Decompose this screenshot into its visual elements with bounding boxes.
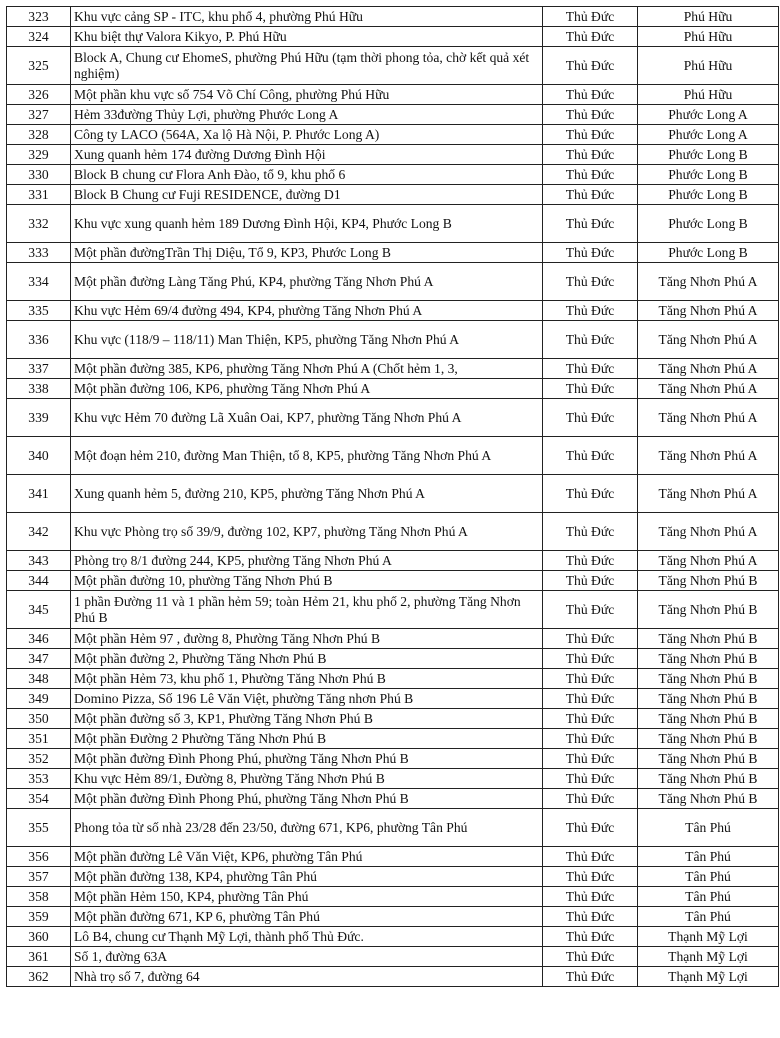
district-cell: Thủ Đức	[543, 729, 638, 749]
location-cell: Một phần đường 385, KP6, phường Tăng Nhơn Phú A (Chốt hẻm 1, 3,	[71, 359, 543, 379]
ward-cell: Tăng Nhơn Phú A	[638, 513, 779, 551]
ward-cell: Tăng Nhơn Phú A	[638, 399, 779, 437]
district-cell: Thủ Đức	[543, 749, 638, 769]
district-cell: Thủ Đức	[543, 379, 638, 399]
row-number: 361	[7, 947, 71, 967]
ward-cell: Tân Phú	[638, 907, 779, 927]
row-number: 323	[7, 7, 71, 27]
ward-cell: Tăng Nhơn Phú B	[638, 669, 779, 689]
location-cell: Hẻm 33đường Thủy Lợi, phường Phước Long A	[71, 105, 543, 125]
location-cell: Một phần Hẻm 150, KP4, phường Tân Phú	[71, 887, 543, 907]
location-cell: Phong tỏa từ số nhà 23/28 đến 23/50, đường 671, KP6, phường Tân Phú	[71, 809, 543, 847]
table-row	[7, 669, 779, 689]
location-cell: Nhà trọ số 7, đường 64	[71, 967, 543, 987]
table-row	[7, 379, 779, 399]
ward-cell: Tăng Nhơn Phú B	[638, 629, 779, 649]
ward-cell: Phước Long B	[638, 205, 779, 243]
location-cell: Khu vực Phòng trọ số 39/9, đường 102, KP7, phường Tăng Nhơn Phú A	[71, 513, 543, 551]
table-row	[7, 205, 779, 243]
district-cell: Thủ Đức	[543, 399, 638, 437]
row-number: 352	[7, 749, 71, 769]
table-row	[7, 263, 779, 301]
row-number: 337	[7, 359, 71, 379]
district-cell: Thủ Đức	[543, 867, 638, 887]
location-cell: Một phần đường Đình Phong Phú, phường Tăng Nhơn Phú B	[71, 749, 543, 769]
ward-cell: Phước Long A	[638, 105, 779, 125]
ward-cell: Thạnh Mỹ Lợi	[638, 947, 779, 967]
district-cell: Thủ Đức	[543, 591, 638, 629]
ward-cell: Tăng Nhơn Phú A	[638, 359, 779, 379]
table-row	[7, 947, 779, 967]
district-cell: Thủ Đức	[543, 85, 638, 105]
table-row	[7, 551, 779, 571]
table-row	[7, 907, 779, 927]
location-cell: Khu vực Hẻm 70 đường Lã Xuân Oai, KP7, phường Tăng Nhơn Phú A	[71, 399, 543, 437]
ward-cell: Tăng Nhơn Phú A	[638, 475, 779, 513]
row-number: 353	[7, 769, 71, 789]
district-cell: Thủ Đức	[543, 947, 638, 967]
row-number: 354	[7, 789, 71, 809]
district-cell: Thủ Đức	[543, 629, 638, 649]
location-cell: Khu vực xung quanh hẻm 189 Dương Đình Hội, KP4, Phước Long B	[71, 205, 543, 243]
table-row	[7, 887, 779, 907]
location-cell: Một phần đường 106, KP6, phường Tăng Nhơn Phú A	[71, 379, 543, 399]
ward-cell: Tân Phú	[638, 887, 779, 907]
district-cell: Thủ Đức	[543, 967, 638, 987]
table-row	[7, 85, 779, 105]
location-cell: Khu vực cảng SP - ITC, khu phố 4, phường Phú Hữu	[71, 7, 543, 27]
row-number: 325	[7, 47, 71, 85]
district-cell: Thủ Đức	[543, 263, 638, 301]
district-cell: Thủ Đức	[543, 243, 638, 263]
location-cell: Một phần Hẻm 73, khu phố 1, Phường Tăng Nhơn Phú B	[71, 669, 543, 689]
table-row	[7, 689, 779, 709]
row-number: 349	[7, 689, 71, 709]
location-cell: Khu vực Hẻm 69/4 đường 494, KP4, phường Tăng Nhơn Phú A	[71, 301, 543, 321]
row-number: 336	[7, 321, 71, 359]
location-cell: Khu vực Hẻm 89/1, Đường 8, Phường Tăng Nhơn Phú B	[71, 769, 543, 789]
district-cell: Thủ Đức	[543, 513, 638, 551]
ward-cell: Tân Phú	[638, 809, 779, 847]
district-cell: Thủ Đức	[543, 571, 638, 591]
ward-cell: Tăng Nhơn Phú A	[638, 437, 779, 475]
table-row	[7, 437, 779, 475]
ward-cell: Tăng Nhơn Phú A	[638, 263, 779, 301]
table-row	[7, 789, 779, 809]
row-number: 359	[7, 907, 71, 927]
table-row	[7, 571, 779, 591]
row-number: 333	[7, 243, 71, 263]
row-number: 329	[7, 145, 71, 165]
table-body	[7, 7, 779, 987]
table-row	[7, 649, 779, 669]
district-cell: Thủ Đức	[543, 125, 638, 145]
district-cell: Thủ Đức	[543, 165, 638, 185]
district-cell: Thủ Đức	[543, 475, 638, 513]
ward-cell: Thạnh Mỹ Lợi	[638, 927, 779, 947]
district-cell: Thủ Đức	[543, 847, 638, 867]
ward-cell: Tăng Nhơn Phú B	[638, 729, 779, 749]
row-number: 330	[7, 165, 71, 185]
ward-cell: Tăng Nhơn Phú B	[638, 769, 779, 789]
row-number: 331	[7, 185, 71, 205]
district-cell: Thủ Đức	[543, 27, 638, 47]
row-number: 324	[7, 27, 71, 47]
district-cell: Thủ Đức	[543, 927, 638, 947]
row-number: 344	[7, 571, 71, 591]
table-row	[7, 47, 779, 85]
ward-cell: Phước Long B	[638, 145, 779, 165]
row-number: 339	[7, 399, 71, 437]
location-cell: Một phần khu vực số 754 Võ Chí Công, phường Phú Hữu	[71, 85, 543, 105]
location-cell: Một phần đường 10, phường Tăng Nhơn Phú B	[71, 571, 543, 591]
table-row	[7, 709, 779, 729]
ward-cell: Phú Hữu	[638, 85, 779, 105]
ward-cell: Tăng Nhơn Phú A	[638, 551, 779, 571]
table-row	[7, 165, 779, 185]
district-cell: Thủ Đức	[543, 47, 638, 85]
district-cell: Thủ Đức	[543, 551, 638, 571]
table-row	[7, 513, 779, 551]
ward-cell: Tăng Nhơn Phú B	[638, 709, 779, 729]
location-cell: 1 phần Đường 11 và 1 phần hẻm 59; toàn Hẻm 21, khu phố 2, phường Tăng Nhơn Phú B	[71, 591, 543, 629]
table-row	[7, 591, 779, 629]
row-number: 358	[7, 887, 71, 907]
row-number: 327	[7, 105, 71, 125]
location-cell: Khu vực (118/9 – 118/11) Man Thiện, KP5, phường Tăng Nhơn Phú A	[71, 321, 543, 359]
district-cell: Thủ Đức	[543, 437, 638, 475]
ward-cell: Phú Hữu	[638, 47, 779, 85]
location-cell: Xung quanh hẻm 5, đường 210, KP5, phường Tăng Nhơn Phú A	[71, 475, 543, 513]
lockdown-table	[6, 6, 779, 987]
ward-cell: Tăng Nhơn Phú B	[638, 789, 779, 809]
table-row	[7, 399, 779, 437]
location-cell: Một phần đường Lê Văn Việt, KP6, phường Tân Phú	[71, 847, 543, 867]
row-number: 348	[7, 669, 71, 689]
district-cell: Thủ Đức	[543, 769, 638, 789]
row-number: 342	[7, 513, 71, 551]
location-cell: Block B Chung cư Fuji RESIDENCE, đường D1	[71, 185, 543, 205]
table-row	[7, 105, 779, 125]
row-number: 341	[7, 475, 71, 513]
ward-cell: Phước Long B	[638, 185, 779, 205]
row-number: 357	[7, 867, 71, 887]
district-cell: Thủ Đức	[543, 709, 638, 729]
location-cell: Một đoạn hẻm 210, đường Man Thiện, tổ 8, KP5, phường Tăng Nhơn Phú A	[71, 437, 543, 475]
location-cell: Block A, Chung cư EhomeS, phường Phú Hữu (tạm thời phong tỏa, chờ kết quả xét nghiệm)	[71, 47, 543, 85]
ward-cell: Tăng Nhơn Phú B	[638, 749, 779, 769]
location-cell: Một phần đường số 3, KP1, Phường Tăng Nhơn Phú B	[71, 709, 543, 729]
table-row	[7, 145, 779, 165]
location-cell: Một phần Đường 2 Phường Tăng Nhơn Phú B	[71, 729, 543, 749]
table-row	[7, 321, 779, 359]
ward-cell: Phú Hữu	[638, 7, 779, 27]
location-cell: Một phần đường 671, KP 6, phường Tân Phú	[71, 907, 543, 927]
district-cell: Thủ Đức	[543, 7, 638, 27]
location-cell: Một phần đường 2, Phường Tăng Nhơn Phú B	[71, 649, 543, 669]
table-row	[7, 769, 779, 789]
district-cell: Thủ Đức	[543, 105, 638, 125]
table-row	[7, 125, 779, 145]
ward-cell: Tân Phú	[638, 847, 779, 867]
row-number: 347	[7, 649, 71, 669]
table-row	[7, 359, 779, 379]
table-row	[7, 927, 779, 947]
location-cell: Một phần đường 138, KP4, phường Tân Phú	[71, 867, 543, 887]
district-cell: Thủ Đức	[543, 669, 638, 689]
row-number: 328	[7, 125, 71, 145]
district-cell: Thủ Đức	[543, 809, 638, 847]
table-row	[7, 967, 779, 987]
location-cell: Số 1, đường 63A	[71, 947, 543, 967]
district-cell: Thủ Đức	[543, 907, 638, 927]
district-cell: Thủ Đức	[543, 205, 638, 243]
row-number: 343	[7, 551, 71, 571]
table-row	[7, 629, 779, 649]
location-cell: Một phần đườngTrần Thị Diệu, Tổ 9, KP3, Phước Long B	[71, 243, 543, 263]
location-cell: Khu biệt thự Valora Kikyo, P. Phú Hữu	[71, 27, 543, 47]
row-number: 332	[7, 205, 71, 243]
row-number: 355	[7, 809, 71, 847]
row-number: 356	[7, 847, 71, 867]
location-cell: Một phần Hẻm 97 , đường 8, Phường Tăng Nhơn Phú B	[71, 629, 543, 649]
row-number: 350	[7, 709, 71, 729]
row-number: 346	[7, 629, 71, 649]
district-cell: Thủ Đức	[543, 185, 638, 205]
row-number: 345	[7, 591, 71, 629]
district-cell: Thủ Đức	[543, 789, 638, 809]
row-number: 326	[7, 85, 71, 105]
table-row	[7, 185, 779, 205]
row-number: 360	[7, 927, 71, 947]
district-cell: Thủ Đức	[543, 649, 638, 669]
row-number: 362	[7, 967, 71, 987]
location-cell: Một phần đường Làng Tăng Phú, KP4, phường Tăng Nhơn Phú A	[71, 263, 543, 301]
row-number: 351	[7, 729, 71, 749]
table-row	[7, 27, 779, 47]
ward-cell: Phú Hữu	[638, 27, 779, 47]
table-row	[7, 809, 779, 847]
row-number: 340	[7, 437, 71, 475]
table-row	[7, 729, 779, 749]
ward-cell: Tăng Nhơn Phú A	[638, 321, 779, 359]
row-number: 338	[7, 379, 71, 399]
location-cell: Block B chung cư Flora Anh Đào, tổ 9, khu phố 6	[71, 165, 543, 185]
ward-cell: Phước Long B	[638, 165, 779, 185]
ward-cell: Tân Phú	[638, 867, 779, 887]
ward-cell: Tăng Nhơn Phú B	[638, 571, 779, 591]
row-number: 335	[7, 301, 71, 321]
table-row	[7, 475, 779, 513]
district-cell: Thủ Đức	[543, 689, 638, 709]
ward-cell: Tăng Nhơn Phú B	[638, 649, 779, 669]
ward-cell: Tăng Nhơn Phú B	[638, 689, 779, 709]
ward-cell: Phước Long B	[638, 243, 779, 263]
row-number: 334	[7, 263, 71, 301]
location-cell: Phòng trọ 8/1 đường 244, KP5, phường Tăng Nhơn Phú A	[71, 551, 543, 571]
location-cell: Một phần đường Đình Phong Phú, phường Tăng Nhơn Phú B	[71, 789, 543, 809]
location-cell: Công ty LACO (564A, Xa lộ Hà Nội, P. Phước Long A)	[71, 125, 543, 145]
ward-cell: Tăng Nhơn Phú B	[638, 591, 779, 629]
location-cell: Domino Pizza, Số 196 Lê Văn Việt, phường Tăng nhơn Phú B	[71, 689, 543, 709]
ward-cell: Tăng Nhơn Phú A	[638, 301, 779, 321]
ward-cell: Thạnh Mỹ Lợi	[638, 967, 779, 987]
location-cell: Xung quanh hẻm 174 đường Dương Đình Hội	[71, 145, 543, 165]
district-cell: Thủ Đức	[543, 301, 638, 321]
district-cell: Thủ Đức	[543, 321, 638, 359]
district-cell: Thủ Đức	[543, 145, 638, 165]
location-cell: Lô B4, chung cư Thạnh Mỹ Lợi, thành phố Thủ Đức.	[71, 927, 543, 947]
table-row	[7, 847, 779, 867]
district-cell: Thủ Đức	[543, 887, 638, 907]
table-row	[7, 301, 779, 321]
table-row	[7, 749, 779, 769]
ward-cell: Phước Long A	[638, 125, 779, 145]
table-row	[7, 243, 779, 263]
ward-cell: Tăng Nhơn Phú A	[638, 379, 779, 399]
table-row	[7, 7, 779, 27]
table-row	[7, 867, 779, 887]
district-cell: Thủ Đức	[543, 359, 638, 379]
